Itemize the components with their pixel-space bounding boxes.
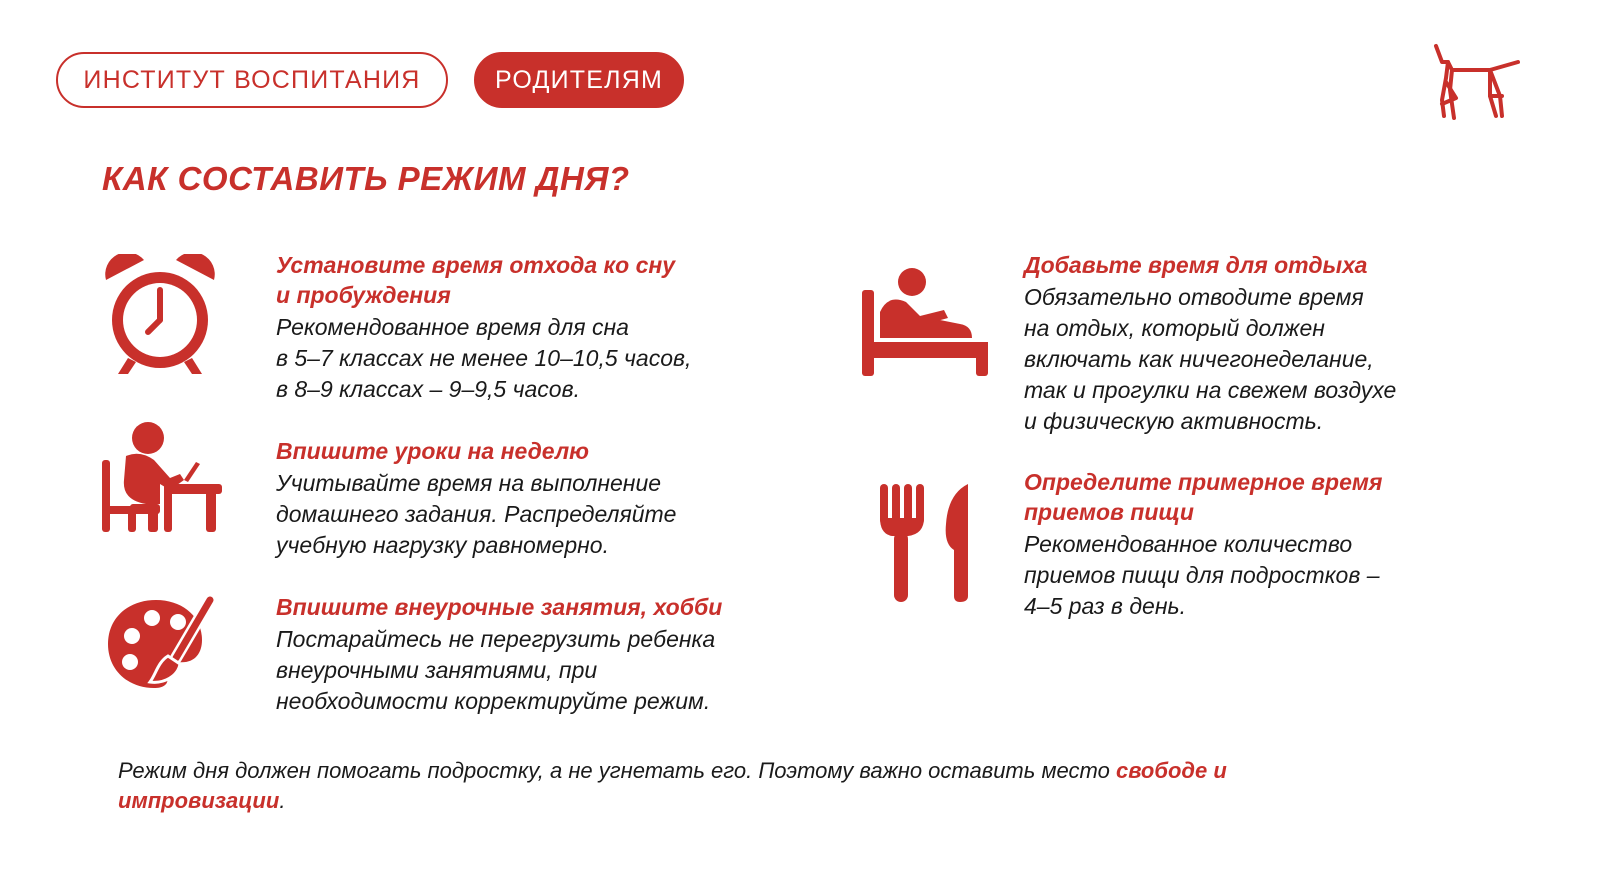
person-resting-in-bed-icon [860,264,990,378]
tip-lessons [276,436,676,561]
footer-note [118,756,1238,816]
tip-sleep [276,250,691,405]
footer-text: Режим дня должен помогать подростку, а не угнетать его. Поэтому важно оставить место [118,758,1116,783]
tip-heading: Впишите внеурочные занятия, хобби [276,594,723,620]
student-at-desk-icon [100,420,224,538]
footer-highlight: свободе и импровизации [118,758,1227,813]
tip-hobby [276,592,722,717]
tip-text: Рекомендованное время для сна в 5–7 классах не менее 10–10,5 часов, в 8–9 классах – 9–9,5 часов. [276,314,692,402]
footer-text-end: . [279,788,286,813]
tip-heading: Впишите уроки на неделю [276,438,590,464]
page-title: КАК СОСТАВИТЬ РЕЖИМ ДНЯ? [102,160,630,197]
tip-text: Постарайтесь не перегрузить ребенка внеурочными занятиями, при необходимости корректируйте режим. [276,626,716,714]
fork-knife-icon [878,480,972,604]
tip-meals [1024,467,1382,622]
horse-logo-icon [1428,40,1528,126]
tip-text: Обязательно отводите время на отдых, который должен включать как ничегонеделание, так и прогулки на свежем воздухе и физическую активность. [1024,284,1397,434]
tip-heading: Установите время отхода ко сну и пробуждения [276,252,676,308]
parents-section-badge: РОДИТЕЛЯМ [474,52,684,108]
palette-brush-icon [106,596,216,690]
tip-heading: Определите примерное время приемов пищи [1024,469,1383,525]
tip-text: Рекомендованное количество приемов пищи для подростков – 4–5 раз в день. [1024,531,1380,619]
tip-heading: Добавьте время для отдыха [1024,252,1368,278]
tip-rest [1024,250,1396,437]
institute-badge: ИНСТИТУТ ВОСПИТАНИЯ [56,52,448,108]
alarm-clock-icon [100,254,220,378]
tip-text: Учитывайте время на выполнение домашнего задания. Распределяйте учебную нагрузку равномерно. [276,470,677,558]
